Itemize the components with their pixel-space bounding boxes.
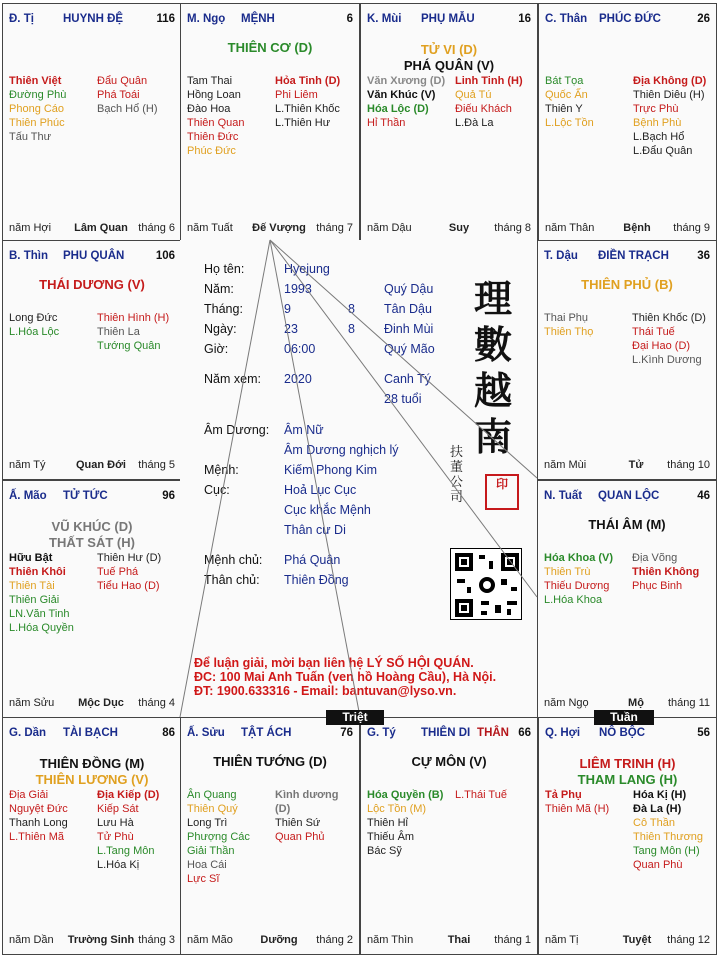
minor-star: L.Hóa Lộc [9, 326, 60, 338]
yinyang-value: Âm Nữ [284, 423, 324, 437]
minor-star: Thiên Sứ [275, 817, 321, 829]
minor-star: Địa Không (D) [633, 75, 707, 87]
minor-star: Kiếp Sát [97, 803, 139, 815]
minor-star: Lực Sĩ [187, 873, 220, 885]
palace-number: 106 [155, 250, 175, 262]
palace-cell-tuat[interactable] [537, 480, 717, 718]
destiny-lord-value: Phá Quân [284, 553, 341, 567]
minor-star: Thiếu Dương [544, 580, 610, 592]
destiny-label: Mệnh: [204, 463, 239, 477]
minor-star: Thiên Thương [633, 831, 704, 843]
palace-name: PHỤ MẪU [421, 13, 475, 25]
day-label: Ngày: [204, 322, 237, 336]
minor-star: L.Hóa Khoa [544, 594, 603, 606]
palace-name: MỆNH [241, 13, 275, 25]
minor-star: Thiên Giải [9, 594, 60, 606]
minor-star: Địa Giải [9, 789, 49, 801]
palace-phase: Tuyệt [622, 934, 652, 946]
palace-phase: Quan Đới [76, 459, 126, 471]
palace-year: năm Sửu [9, 697, 55, 709]
contact-line-1: Để luận giải, mời bạn liên hệ LÝ SỐ HỘI QUÁN. [194, 656, 474, 670]
palace-number: 96 [162, 490, 175, 502]
minor-star: Điếu Khách [455, 103, 512, 115]
palace-name: NÔ BỘC [599, 727, 645, 739]
palace-month: tháng 7 [316, 222, 353, 234]
minor-star: L.Đẩu Quân [633, 145, 693, 157]
palace-header [7, 727, 177, 741]
palace-name: PHÚC ĐỨC [599, 13, 661, 25]
month-value: 9 [284, 302, 291, 316]
palace-position: K. Mùi [367, 13, 402, 25]
palace-position: B. Thìn [9, 250, 48, 262]
palace-month: tháng 5 [138, 459, 175, 471]
minor-star: Bệnh Phù [633, 117, 682, 129]
year-canchi: Quý Dậu [384, 282, 434, 296]
palace-position: T. Dậu [544, 250, 578, 262]
palace-header [7, 490, 177, 504]
palace-number: 46 [697, 490, 710, 502]
palace-cell-mui[interactable] [360, 3, 538, 243]
minor-star: L.Kình Dương [632, 354, 702, 366]
minor-star: Đào Hoa [187, 103, 231, 115]
minor-star: Kình dương (D) [275, 789, 339, 815]
hour-canchi: Quý Mão [384, 342, 435, 356]
palace-footer [542, 697, 712, 711]
palace-footer [365, 934, 533, 948]
minor-star: Linh Tinh (H) [455, 75, 523, 87]
palace-name: TÀI BẠCH [63, 727, 118, 739]
palace-number: 36 [697, 250, 710, 262]
palace-phase: Mộ [628, 697, 644, 709]
minor-star: Hỏa Tinh (D) [275, 75, 341, 87]
palace-phase: Thai [447, 934, 471, 946]
element-value: Hoả Lục Cục [284, 483, 357, 497]
tuan-marker: Tuần [594, 710, 654, 725]
palace-month: tháng 4 [138, 697, 175, 709]
calligraphy-logo: 理 數 越 南 [473, 276, 512, 459]
minor-star: Đại Hao (D) [632, 340, 691, 352]
minor-star: Bác Sỹ [367, 845, 402, 857]
palace-year: năm Hợi [9, 222, 52, 234]
palace-cell-ngo[interactable] [180, 3, 360, 243]
minor-star: Thiên Quý [187, 803, 238, 815]
minor-star: Đà La (H) [633, 803, 682, 815]
palace-name: QUAN LỘC [598, 490, 660, 502]
minor-star: Thiên Mã (H) [545, 803, 610, 815]
main-star: THIÊN TƯỚNG (D) [213, 754, 327, 769]
minor-star: Bạch Hổ (H) [97, 103, 158, 115]
palace-year: năm Mùi [544, 459, 587, 471]
palace-cell-thin[interactable] [2, 240, 182, 480]
palace-month: tháng 10 [667, 459, 710, 471]
red-seal-stamp: 印 [485, 474, 519, 510]
body-palace-marker: THÂN [477, 727, 509, 739]
palace-footer [7, 697, 177, 711]
minor-star: Ân Quang [187, 789, 237, 801]
center-info-panel [180, 240, 537, 717]
month-label: Tháng: [204, 302, 243, 316]
minor-star: Thiên Phúc [9, 117, 65, 129]
minor-star: Thanh Long [9, 817, 68, 829]
palace-month: tháng 1 [494, 934, 531, 946]
minor-star: Phục Binh [632, 580, 683, 592]
main-star: THIÊN CƠ (D) [227, 40, 313, 55]
palace-year: năm Ngọ [544, 697, 589, 709]
palace-year: năm Thân [545, 222, 595, 234]
main-star: THIÊN LƯƠNG (V) [35, 772, 149, 787]
minor-star: L.Thiên Mã [9, 831, 65, 843]
body-lord-value: Thiên Đồng [284, 573, 349, 587]
minor-star: Thiên La [97, 326, 140, 338]
minor-star: Thiên Y [545, 103, 583, 115]
palace-header [543, 13, 712, 27]
palace-header [365, 727, 533, 741]
palace-number: 116 [156, 13, 175, 25]
minor-star: Tam Thai [187, 75, 233, 87]
minor-star: Hoa Cái [187, 859, 227, 871]
palace-number: 86 [162, 727, 175, 739]
hour-label: Giờ: [204, 342, 229, 356]
name-value: Hyejung [284, 262, 330, 276]
minor-star: Tang Môn (H) [633, 845, 700, 857]
palace-name: TẬT ÁCH [241, 727, 292, 739]
destiny-value: Kiếm Phong Kim [284, 463, 378, 477]
minor-star: Hóa Lộc (D) [367, 103, 429, 115]
palace-footer [542, 459, 712, 473]
minor-star: Thiên Không [632, 566, 700, 578]
minor-star: Địa Võng [632, 552, 678, 564]
minor-star: Quan Phù [633, 859, 683, 871]
palace-position: Đ. Tị [9, 13, 34, 25]
minor-star: Thiên Đức [187, 131, 239, 143]
minor-star: Thiên Khôi [9, 566, 66, 578]
minor-star: Thiên Hỉ [367, 817, 408, 829]
palace-month: tháng 12 [667, 934, 710, 946]
minor-star: Văn Xương (D) [367, 75, 446, 87]
palace-name: HUYNH ĐỆ [63, 13, 124, 25]
element-note: Cục khắc Mệnh [284, 503, 371, 517]
minor-star: Trực Phù [633, 103, 679, 115]
minor-star: L.Thái Tuế [455, 789, 507, 801]
palace-position: N. Tuất [544, 490, 583, 502]
main-star: THÁI DƯƠNG (V) [39, 277, 145, 292]
palace-month: tháng 9 [673, 222, 710, 234]
minor-star: Thiên Quan [187, 117, 245, 129]
palace-footer [7, 934, 177, 948]
minor-star: Phi Liêm [275, 89, 318, 101]
hour-value: 06:00 [284, 342, 316, 356]
palace-number: 66 [518, 727, 531, 739]
palace-name: ĐIỀN TRẠCH [598, 250, 669, 262]
palace-month: tháng 11 [667, 697, 710, 709]
minor-star: Hữu Bật [9, 552, 53, 564]
minor-star: L.Đà La [455, 117, 494, 129]
palace-name: TỬ TỨC [63, 490, 108, 502]
palace-footer [185, 222, 355, 236]
minor-star: Tử Phù [97, 831, 134, 843]
palace-number: 16 [518, 13, 531, 25]
minor-star: Tấu Thư [9, 131, 52, 143]
minor-star: L.Lộc Tồn [545, 117, 594, 129]
minor-star: Phong Cáo [9, 103, 65, 115]
destiny-lord-label: Mệnh chủ: [204, 553, 263, 567]
contact-line-3[interactable]: ĐT: 1900.633316 - Email: bantuvan@lyso.vn. [194, 684, 457, 698]
palace-phase: Dưỡng [260, 934, 298, 946]
palace-month: tháng 3 [138, 934, 175, 946]
palace-header [185, 13, 355, 27]
palace-number: 76 [340, 727, 353, 739]
view-year-value: 2020 [284, 372, 312, 386]
main-star: THIÊN ĐỒNG (M) [39, 756, 145, 771]
palace-year: năm Tý [9, 459, 46, 471]
minor-star: Bát Tọa [545, 75, 584, 87]
main-star: THẤT SÁT (H) [49, 535, 135, 550]
minor-star: L.Bạch Hổ [633, 131, 685, 143]
main-star: LIÊM TRINH (H) [579, 756, 676, 771]
minor-star: Phá Toái [97, 89, 140, 101]
minor-star: Thái Tuế [632, 326, 675, 338]
palace-cell-than[interactable] [538, 3, 717, 243]
minor-star: Đẩu Quân [97, 75, 148, 87]
palace-header [7, 250, 177, 264]
palace-header [542, 490, 712, 504]
palace-header [7, 13, 177, 27]
palace-month: tháng 6 [138, 222, 175, 234]
contact-line-2: ĐC: 100 Mai Anh Tuấn (ven hồ Hoàng Cầu), Hà Nội. [194, 670, 497, 684]
minor-star: Nguyệt Đức [9, 803, 68, 815]
yinyang-note: Âm Dương nghịch lý [284, 443, 399, 457]
palace-number: 26 [697, 13, 710, 25]
view-year-label: Năm xem: [204, 372, 261, 386]
palace-header [185, 727, 355, 741]
minor-star: Long Đức [9, 312, 58, 324]
palace-phase: Tử [628, 459, 644, 471]
minor-star: Quốc Ấn [545, 89, 588, 101]
minor-star: Lưu Hà [97, 817, 134, 829]
minor-star: Thiên Việt [9, 75, 62, 87]
minor-star: Long Trì [187, 817, 228, 829]
minor-star: Hồng Loan [187, 89, 241, 101]
palace-position: Q. Hợi [545, 727, 581, 739]
minor-star: Tướng Quân [97, 340, 161, 352]
minor-star: LN.Văn Tinh [9, 608, 70, 620]
minor-star: Quả Tú [455, 89, 492, 101]
palace-year: năm Tị [545, 934, 579, 946]
month-lunar: 8 [348, 302, 355, 316]
minor-star: L.Hóa Quyền [9, 622, 74, 634]
minor-star: L.Thiên Khốc [275, 103, 340, 115]
minor-star: Thiên Hình (H) [97, 312, 170, 324]
palace-number: 6 [346, 13, 353, 25]
palace-cell-mao[interactable] [2, 480, 182, 718]
palace-footer [7, 222, 177, 236]
palace-header [543, 727, 712, 741]
day-value: 23 [284, 322, 298, 336]
palace-cell-ty[interactable] [360, 717, 538, 955]
qr-code-icon[interactable] [450, 548, 522, 620]
minor-star: Giải Thần [187, 845, 235, 857]
main-star: CỰ MÔN (V) [411, 754, 487, 769]
main-star: THÁI ÂM (M) [588, 517, 666, 532]
palace-footer [543, 934, 712, 948]
minor-star: Lộc Tồn (M) [367, 803, 427, 815]
minor-star: Cô Thần [633, 817, 675, 829]
minor-star: Hỉ Thần [367, 117, 406, 129]
palace-year: năm Dậu [367, 222, 412, 234]
palace-phase: Suy [448, 222, 470, 234]
palace-month: tháng 2 [316, 934, 353, 946]
main-star: THAM LANG (H) [577, 772, 678, 787]
palace-cell-hoi[interactable] [538, 717, 717, 955]
minor-star: Thai Phụ [544, 312, 589, 324]
minor-star: Tả Phụ [545, 789, 582, 801]
palace-name: PHU QUÂN [63, 250, 125, 262]
minor-star: L.Tang Môn [97, 845, 155, 857]
palace-position: G. Tý [367, 727, 396, 739]
palace-phase: Lâm Quan [74, 222, 128, 234]
minor-star: Đường Phù [9, 89, 67, 101]
view-year-canchi: Canh Tý [384, 372, 432, 386]
minor-star: Hóa Quyền (B) [367, 789, 444, 801]
palace-phase: Đế Vượng [252, 222, 306, 234]
minor-star: Hóa Khoa (V) [544, 552, 614, 564]
palace-position: Ấ. Sửu [187, 727, 225, 739]
palace-cell-suu[interactable] [180, 717, 360, 955]
palace-phase: Mộc Dục [78, 697, 124, 709]
minor-star: Thiên Diêu (H) [633, 89, 705, 101]
palace-phase: Trường Sinh [67, 934, 135, 946]
palace-number: 56 [697, 727, 710, 739]
element-label: Cục: [204, 483, 230, 497]
palace-position: G. Dần [9, 727, 47, 739]
minor-star: L.Hóa Kị [97, 859, 140, 871]
palace-year: năm Mão [187, 934, 233, 946]
day-canchi: Đinh Mùi [384, 322, 434, 336]
yinyang-label: Âm Dương: [204, 423, 270, 437]
day-lunar: 8 [348, 322, 355, 336]
minor-star: Văn Khúc (V) [367, 89, 436, 101]
palace-position: C. Thân [545, 13, 588, 25]
month-canchi: Tân Dậu [384, 302, 432, 316]
minor-star: Tiểu Hao (D) [97, 580, 160, 592]
palace-position: Ấ. Mão [9, 490, 47, 502]
minor-star: Tuế Phá [97, 566, 139, 578]
palace-year: năm Thìn [367, 934, 414, 946]
minor-star: Phúc Đức [187, 145, 236, 157]
palace-cell-dau[interactable] [537, 240, 717, 480]
name-label: Họ tên: [204, 262, 245, 276]
palace-footer [365, 222, 533, 236]
contact-info [194, 656, 496, 698]
palace-position: M. Ngọ [187, 13, 226, 25]
body-position: Thân cư Di [284, 523, 346, 537]
palace-cell-ti[interactable] [2, 3, 182, 243]
minor-star: Thiên Tài [9, 580, 55, 592]
palace-name: THIÊN DI [421, 727, 471, 739]
minor-star: Thiếu Âm [367, 831, 415, 843]
main-star: THIÊN PHỦ (B) [581, 277, 673, 292]
minor-star: Thiên Thọ [544, 326, 594, 338]
minor-star: Phượng Các [187, 831, 250, 843]
palace-month: tháng 8 [494, 222, 531, 234]
minor-star: Thiên Trù [544, 566, 591, 578]
body-lord-label: Thân chủ: [204, 573, 260, 587]
calligraphy-signature: 扶 董 公 司 [450, 445, 464, 505]
main-star: TỬ VI (D) [420, 42, 478, 57]
palace-phase: Bệnh [623, 222, 651, 234]
minor-star: Thiên Khốc (D) [632, 312, 706, 324]
minor-star: L.Thiên Hư [275, 117, 331, 129]
year-value: 1993 [284, 282, 312, 296]
minor-star: Địa Kiếp (D) [97, 789, 160, 801]
minor-star: Hóa Kị (H) [633, 789, 687, 801]
palace-footer [543, 222, 712, 236]
palace-footer [185, 934, 355, 948]
palace-year: năm Dần [9, 934, 54, 946]
palace-year: năm Tuất [187, 222, 233, 234]
minor-star: Quan Phủ [275, 831, 325, 843]
minor-star: Thiên Hư (D) [97, 552, 162, 564]
triet-marker: Triệt [326, 710, 384, 725]
main-star: VŨ KHÚC (D) [51, 519, 133, 534]
palace-footer [7, 459, 177, 473]
main-star: PHÁ QUÂN (V) [403, 58, 495, 73]
palace-cell-dan[interactable] [2, 717, 182, 955]
palace-header [365, 13, 533, 27]
age-value: 28 tuổi [384, 392, 422, 406]
palace-header [542, 250, 712, 264]
year-label: Năm: [204, 282, 234, 296]
